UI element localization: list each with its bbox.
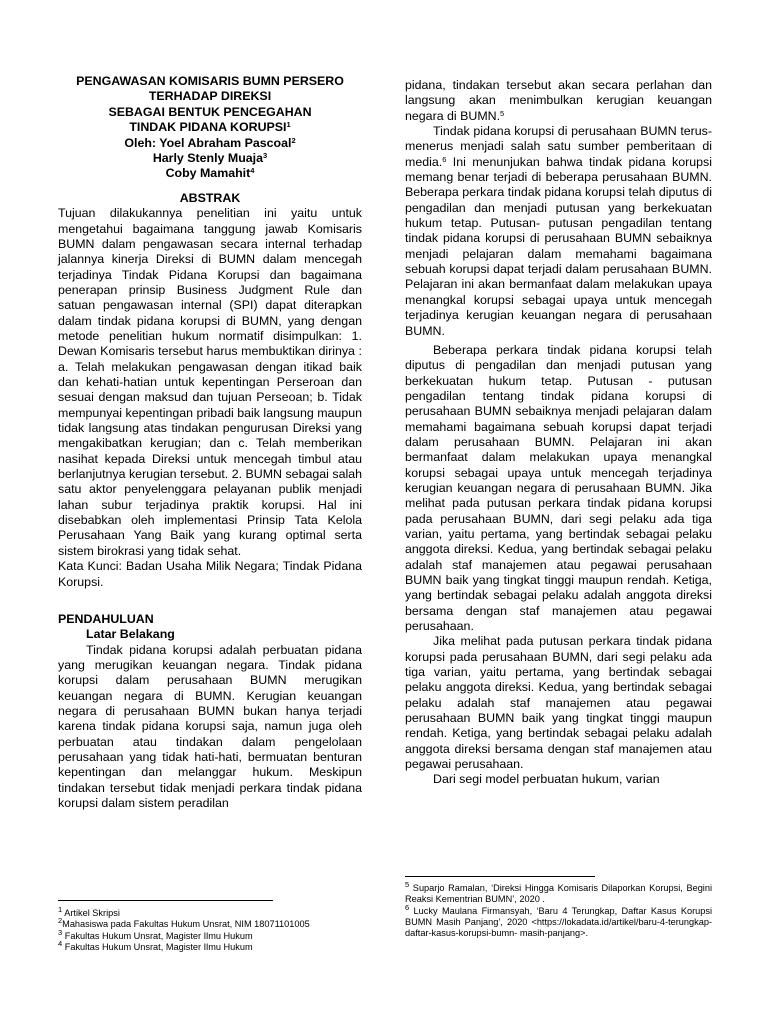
footnote-ref: 1 [286, 120, 291, 130]
abstract-body: Tujuan dilakukannya penelitian ini yaitu untuk mengetahui bagaimana tanggung jawab Komisaris BUMN dalam pengawasan secara internal terhadap jalannya kinerja Direksi di BUMN dalam mencegah terjadinya Tindak Pidana Korupsi dan bagaimana penerapan prinsip Business Judgment Rule dan satuan pengawasan internal (SPI) dapat diterapkan dalam tindak pidana korupsi di BUMN, yang dengan metode penelitian hukum normatif disimpulkan: 1. Dewan Komisaris tersebut harus membuktikan dirinya : a. Telah melakukan pengawasan dengan itikad baik dan kehati-hatian untuk kepentingan Perseroan dan sesuai dengan maksud dan tujuan Perseoan; b. Tidak mempunyai kepentingan pribadi baik langsung maupun tidak langsung atas tindakan pengurusan Direksi yang mengakibatkan kerugian; dan c. Telah memberikan nasihat kepada Direksi untuk mencegah timbul atau berlanjutnya kerugian tersebut. 2. BUMN sebagai salah satu aktor penyelenggara pelayanan publik menjadi lahan subur terjadinya praktik korupsi. Hal ini disebabkan oleh implementasi Prinsip Tata Kelola Perusahaan Yang Baik yang kurang optimal serta sistem birokrasi yang tidak sehat. [58, 206, 362, 558]
body-paragraph: Beberapa perkara tindak pidana korupsi telah diputus di pengadilan dan menjadi putusan yang berkekuatan hukum tetap. Putusan - putusan pengadilan tentang tindak pidana korupsi di perusahaan BUMN sebaiknya menjadi pelajaran dalam memahami bagaimana sebuah korupsi dapat terjadi dalam perusahaan BUMN. Pelajaran ini akan bermanfaat dalam melakukan upaya menangkal korupsi sebagai upaya untuk mencegah terjadinya kerugian keuangan negara di perusahaan BUMN. Jika melihat pada putusan perkara tindak pidana korupsi pada perusahaan BUMN, dari segi pelaku ada tiga varian, yaitu pertama, yang bertindak sebagai pelaku anggota direksi. Kedua, yang bertindak sebagai pelaku adalah staf manajemen atau pegawai perusahaan BUMN baik yang tingkat tinggi maupun rendah. Ketiga, yang bertindak sebagai pelaku adalah anggota direksi bersama dengan staf manajemen atau pegawai perusahaan. [405, 342, 712, 634]
title-line-text: TINDAK PIDANA KORUPSI [129, 120, 287, 135]
body-paragraph: Jika melihat pada putusan perkara tindak pidana korupsi pada perusahaan BUMN, dari segi pelaku ada tiga varian, yaitu pertama, yang bertindak sebagai pelaku anggota direksi. Kedua, yang bertindak sebagai pelaku adalah staf manajemen atau pegawai perusahaan BUMN baik yang tingkat tinggi maupun rendah. Ketiga, yang bertindak sebagai pelaku adalah anggota direksi bersama dengan staf manajemen atau pegawai perusahaan. [405, 634, 712, 772]
abstract-heading: ABSTRAK [179, 190, 241, 205]
footnote [58, 927, 368, 942]
footnotes-left [58, 905, 368, 953]
right-column [405, 78, 712, 788]
title-line: PENGAWASAN KOMISARIS BUMN PERSERO [76, 74, 344, 88]
body-paragraph: Tindak pidana korupsi adalah perbuatan pidana yang merugikan keuangan negara. Tindak pidana korupsi dalam perusahaan BUMN merugikan keuangan negara di BUMN. Kerugian keuangan negara di perusahaan BUMN bukan hanya terjadi karena tindak pidana korupsi saja, namun juga oleh perbuatan atau tindakan dalam pengelolaan perusahaan yang tidak hati-hati, bermuatan benturan kepentingan dan melanggar hukum. Meskipun tindakan tersebut tidak menjadi perkara tindak pidana korupsi dalam sistem peradilan [58, 642, 362, 811]
body-paragraph: Dari segi model perbuatan hukum, varian [433, 772, 660, 787]
footnote-number: 6 [405, 902, 410, 912]
footnote-ref: 6 [442, 154, 447, 164]
title-line: SEBAGAI BENTUK PENCEGAHAN [108, 104, 312, 119]
footnote-number: 1 [58, 905, 63, 914]
footnote-number: 5 [405, 880, 410, 889]
footnotes-right [405, 880, 712, 939]
footnote-text: Fakultas Hukum Unsrat, Magister Ilmu Hukum [62, 930, 253, 941]
title-line [58, 120, 362, 135]
footnote [58, 938, 368, 953]
author-line [58, 166, 362, 181]
paragraph-text: Ini menunjukan bahwa tindak pidana korupsi memang benar terjadi di beberapa perusahaan BUMN. Beberapa perkara tindak pidana korupsi telah diputus di pengadilan dan menjadi putusan yang berkekuatan hukum tetap. Putusan- putusan pengadilan tentang tindak pidana korupsi di perusahaan BUMN sebaiknya menjadi pelajaran dalam memahami bagaimana sebuah korupsi dapat terjadi dalam perusahaan BUMN. Pelajaran ini akan bermanfaat dalam melakukan upaya menangkal korupsi sebagai upaya untuk mencegah terjadinya kerugian keuangan negara di perusahaan BUMN. [405, 154, 712, 338]
footnote [405, 880, 712, 906]
footnote-text: Lucky Maulana Firmansyah, ‘Baru 4 Terungkap, Daftar Kasus Korupsi BUMN Masih Panjang’, 2020 <https://lokadata.id/artikel/baru-4-terungkap-daftar-kasus-korupsi-bumn- masih-panjang>. [405, 905, 712, 939]
title-line: TERHADAP DIREKSI [148, 89, 272, 104]
keywords: Kata Kunci: Badan Usaha Milik Negara; Tindak Pidana Korupsi. [58, 559, 362, 589]
footnote [58, 905, 368, 919]
footnote-ref: 5 [500, 108, 505, 118]
body-paragraph [405, 78, 712, 124]
footnote-ref: 3 [263, 151, 268, 161]
footnote-number: 4 [58, 938, 63, 948]
author-line [58, 136, 362, 151]
footnote-text: Suparjo Ramalan, ‘Direksi Hingga Komisaris Dilaporkan Korupsi, Begini Reaksi Kementrian BUMN’, 2020 . [405, 883, 712, 905]
body-paragraph [405, 124, 712, 339]
author-name: Coby Mamahit [165, 166, 251, 181]
author-line [58, 151, 362, 166]
author-list [58, 136, 362, 182]
footnote-divider [58, 900, 273, 901]
footnote-ref: 4 [250, 166, 255, 176]
footnote-ref: 2 [291, 135, 296, 145]
footnote-divider [405, 876, 595, 877]
subsection-heading: Latar Belakang [86, 627, 175, 642]
author-name: Harly Stenly Muaja [152, 151, 263, 166]
footnote-number: 3 [58, 927, 63, 937]
footnote-text: Mahasiswa pada Fakultas Hukum Unsrat, NIM 18071101005 [62, 919, 310, 930]
left-column [58, 74, 362, 811]
footnote-number: 2 [58, 916, 63, 926]
author-name: Oleh: Yoel Abraham Pascoal [124, 135, 292, 150]
footnote [405, 902, 712, 940]
section-heading: PENDAHULUAN [58, 611, 154, 626]
paragraph-text: pidana, tindakan tersebut akan secara perlahan dan langsung akan menimbulkan kerugian keuangan negara di BUMN. [405, 78, 712, 123]
footnote-text: Fakultas Hukum Unsrat, Magister Ilmu Hukum [62, 941, 253, 952]
footnote-text: Artikel Skripsi [62, 908, 120, 918]
article-title [58, 74, 362, 136]
paragraph-text: Tindak pidana korupsi di perusahaan BUMN terus-menerus menjadi salah satu sumber pemberitaan di media. [405, 124, 712, 169]
footnote [58, 916, 368, 930]
